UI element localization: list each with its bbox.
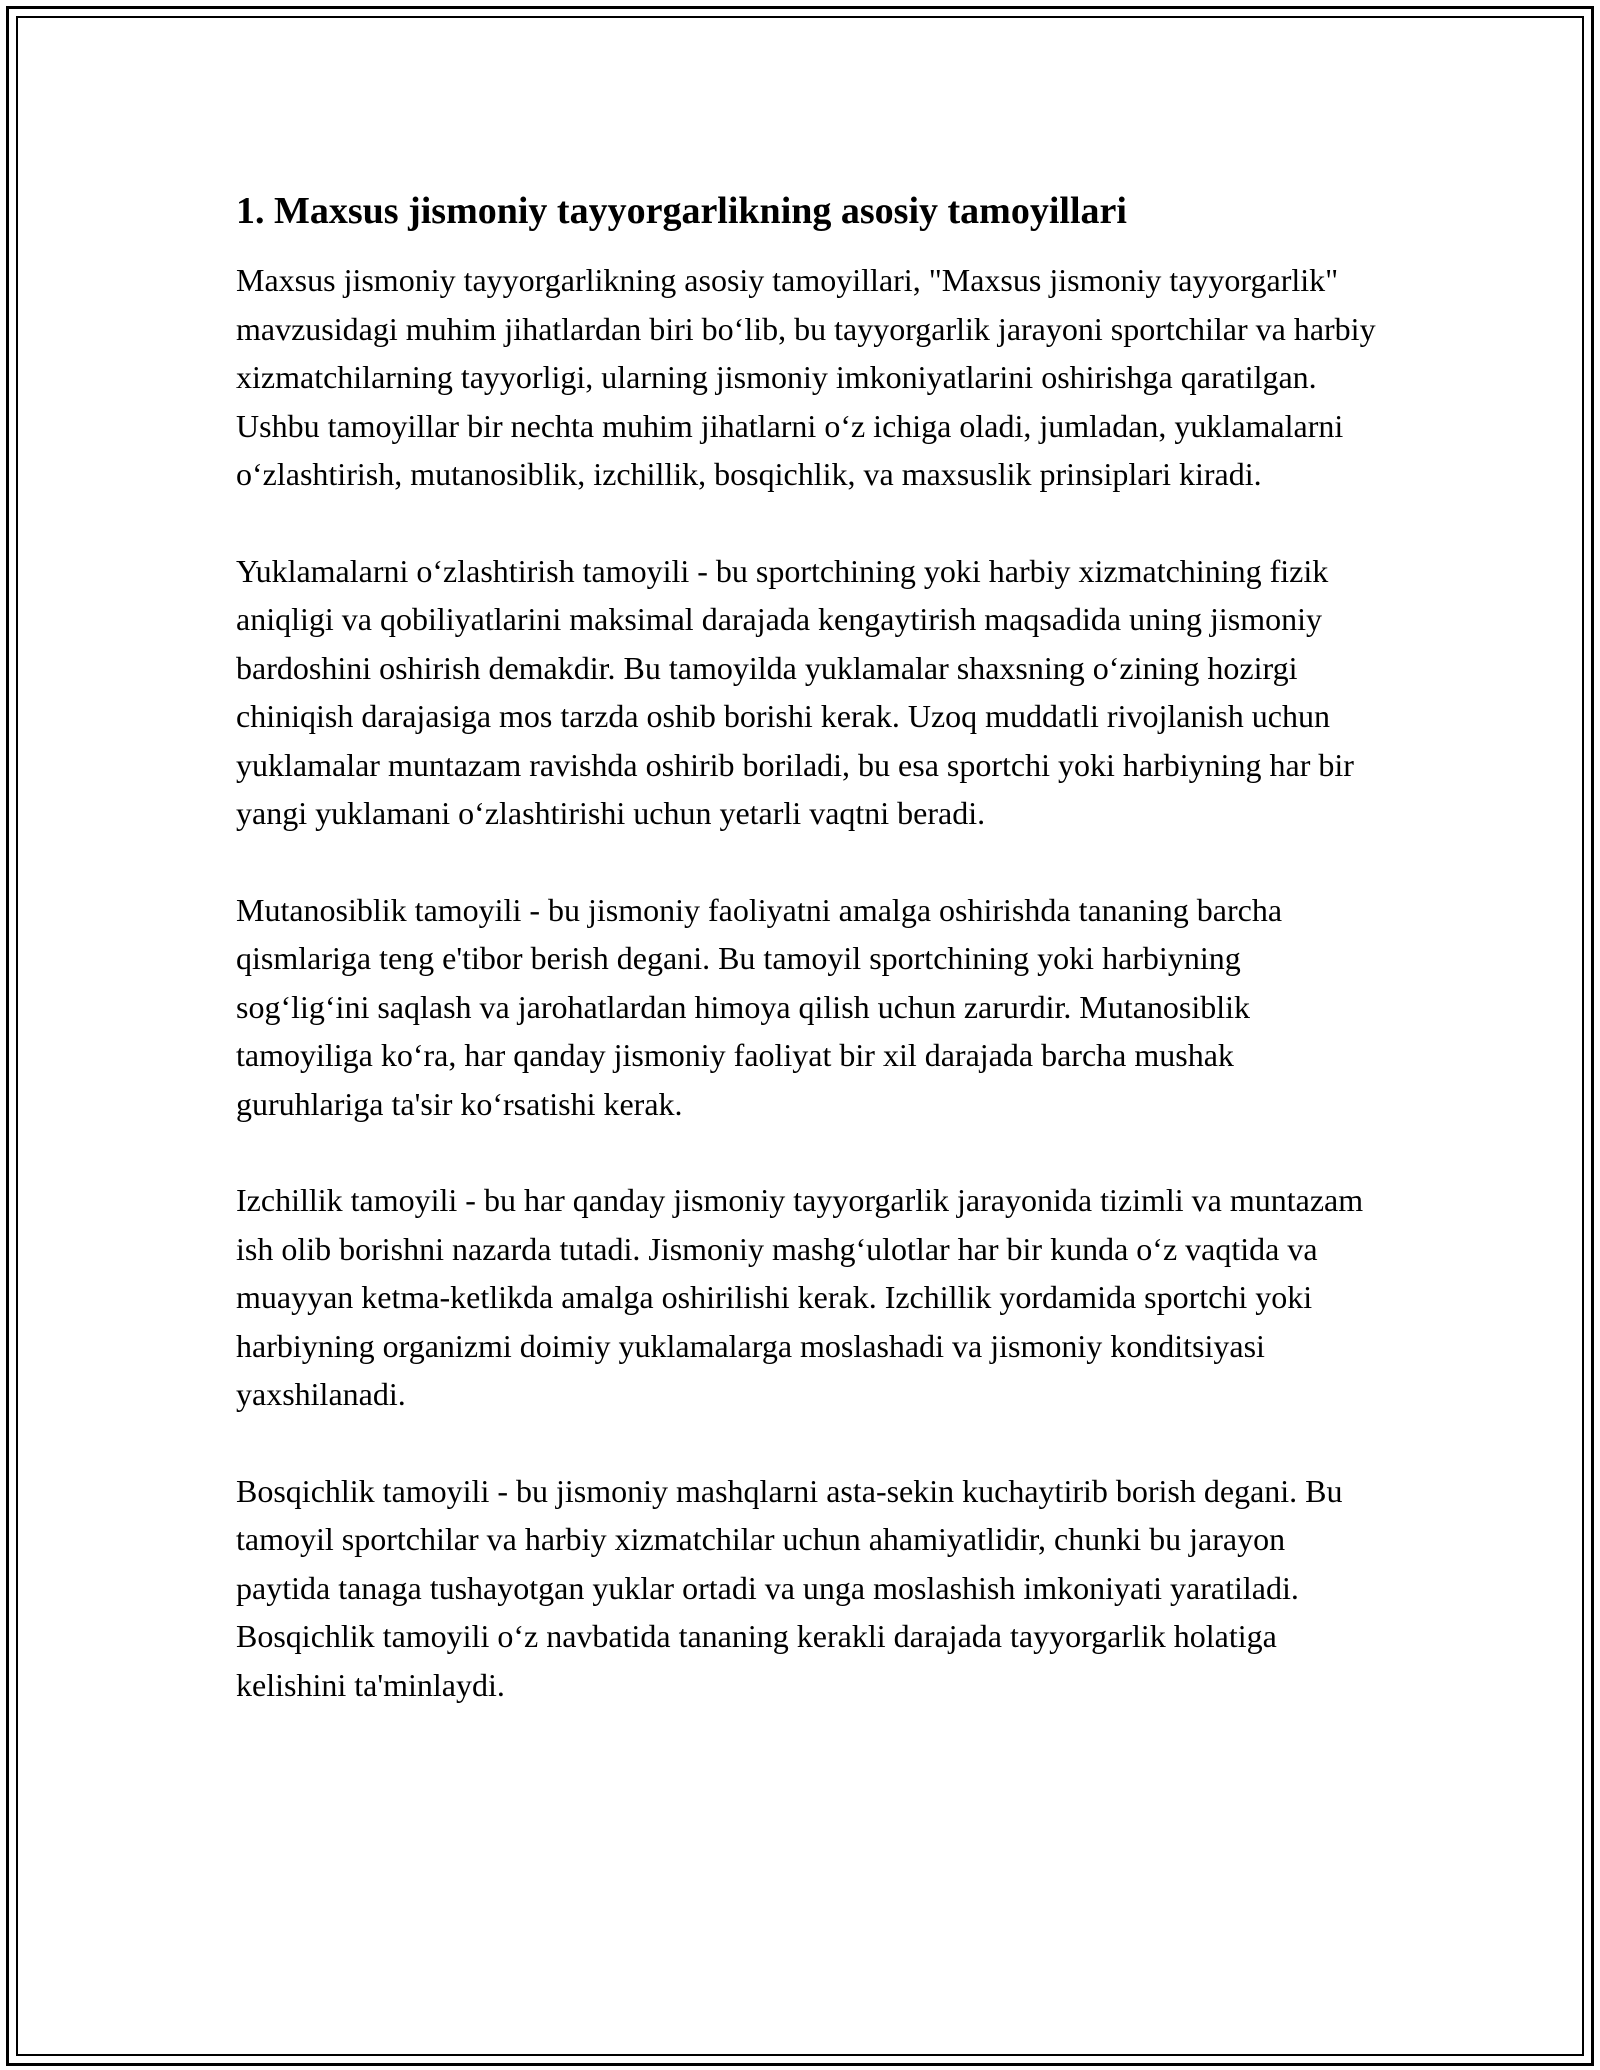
paragraph-intro: Maxsus jismoniy tayyorgarlikning asosiy tamoyillari, "Maxsus jismoniy tayyorgarlik" mavzusidagi muhim jihatlardan biri bo‘lib, bu tayyorgarlik jarayoni sportchilar va harbiy xizmatchilarning tayyorligi, ularning jismoniy imkoniyatlarini oshirishga qaratilgan. Ushbu tamoyillar bir nechta muhim jihatlarni o‘z ichiga oladi, jumladan, yuklamalarni o‘zlashtirish, mutanosiblik, izchillik, bosqichlik, va maxsuslik prinsiplari kiradi.: [236, 262, 1376, 492]
section-title: 1. Maxsus jismoniy tayyorgarlikning asosiy tamoyillari: [236, 190, 1127, 232]
paragraph-load-principle: Yuklamalarni o‘zlashtirish tamoyili - bu sportchining yoki harbiy xizmatchining fizik aniqligi va qobiliyatlarini maksimal darajada kengaytirish maqsadida uning jismoniy bardoshini oshirish demakdir. Bu tamoyilda yuklamalar shaxsning o‘zining hozirgi chiniqish darajasiga mos tarzda oshib borishi kerak. Uzoq muddatli rivojlanish uchun yuklamalar muntazam ravishda oshirib boriladi, bu esa sportchi yoki harbiyning har bir yangi yuklamani o‘zlashtirishi uchun yetarli vaqtni beradi.: [236, 552, 1354, 831]
paragraph-consistency-principle: Izchillik tamoyili - bu har qanday jismoniy tayyorgarlik jarayonida tizimli va muntazam ish olib borishni nazarda tutadi. Jismoniy mashg‘ulotlar har bir kunda o‘z vaqtida va muayyan ketma-ketlikda amalga oshirilishi kerak. Izchillik yordamida sportchi yoki harbiyning organizmi doimiy yuklamalarga moslashadi va jismoniy konditsiyasi yaxshilanadi.: [236, 1182, 1364, 1412]
paragraph-gradualness-principle: Bosqichlik tamoyili - bu jismoniy mashqlarni asta-sekin kuchaytirib borish degani. Bu tamoyil sportchilar va harbiy xizmatchilar uchun ahamiyatlidir, chunki bu jarayon paytida tanaga tushayotgan yuklar ortadi va unga moslashish imkoniyati yaratiladi. Bosqichlik tamoyili o‘z navbatida tananing kerakli darajada tayyorgarlik holatiga kelishini ta'minlaydi.: [236, 1472, 1343, 1703]
paragraph-proportionality-principle: Mutanosiblik tamoyili - bu jismoniy faoliyatni amalga oshirishda tananing barcha qismlariga teng e'tibor berish degani. Bu tamoyil sportchining yoki harbiyning sog‘lig‘ini saqlash va jarohatlardan himoya qilish uchun zarurdir. Mutanosiblik tamoyiliga ko‘ra, har qanday jismoniy faoliyat bir xil darajada barcha mushak guruhlariga ta'sir ko‘rsatishi kerak.: [236, 891, 1283, 1122]
document-body: [236, 186, 1376, 1757]
